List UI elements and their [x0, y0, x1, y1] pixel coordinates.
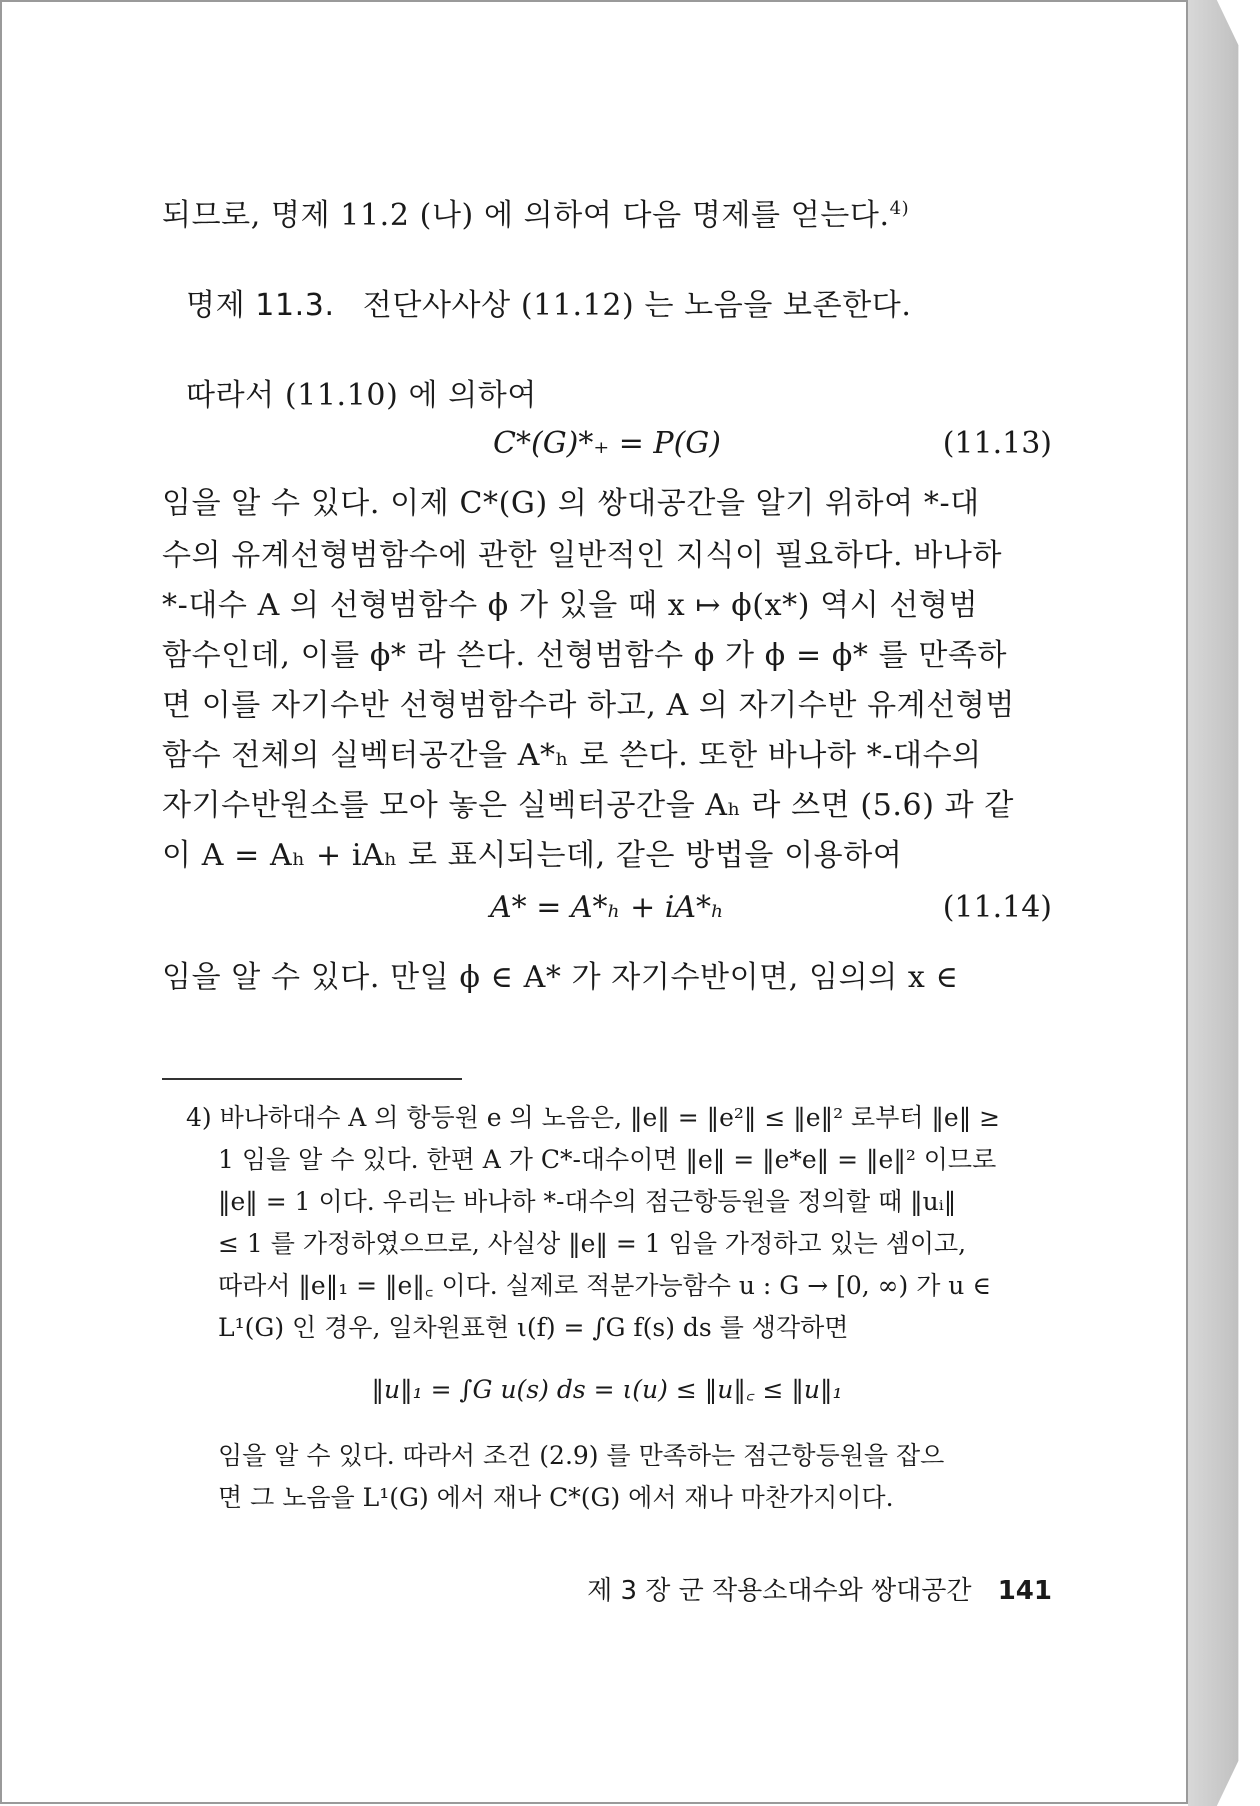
intro-text: 되므로, 명제 11.2 (나) 에 의하여 다음 명제를 얻는다.	[162, 198, 890, 233]
equation-number: (11.13)	[942, 426, 1052, 461]
after-equation-line: 임을 알 수 있다. 만일 ϕ ∈ A* 가 자기수반이면, 임의의 x ∈	[162, 960, 959, 995]
equation-expression: A* = A*ₕ + iA*ₕ	[490, 890, 724, 925]
paragraph-line: 자기수반원소를 모아 놓은 실벡터공간을 Aₕ 라 쓰면 (5.6) 과 같	[162, 788, 1014, 823]
footnote-rule	[162, 1078, 462, 1080]
footnote-line: L¹(G) 인 경우, 일차원표현 ι(f) = ∫G f(s) ds 를 생각하면	[218, 1313, 849, 1342]
page-footer	[162, 1570, 1052, 1607]
running-header-chapter: 제 3 장 군 작용소대수와 쌍대공간	[587, 1576, 972, 1606]
then-line: 따라서 (11.10) 에 의하여	[186, 378, 537, 413]
paragraph-line: 이 A = Aₕ + iAₕ 로 표시되는데, 같은 방법을 이용하여	[162, 838, 903, 873]
footnote-line: ‖e‖ = 1 이다. 우리는 바나하 *-대수의 점근항등원을 정의할 때 ‖uᵢ‖	[218, 1187, 957, 1216]
paragraph-line: 임을 알 수 있다. 이제 C*(G) 의 쌍대공간을 알기 위하여 *-대	[162, 486, 980, 521]
page-spine-shadow	[1188, 0, 1260, 1806]
footnote-line: 1 임을 알 수 있다. 한편 A 가 C*-대수이면 ‖e‖ = ‖e*e‖ = ‖e‖² 이므로	[218, 1145, 997, 1174]
equation-number: (11.14)	[942, 890, 1052, 925]
footnote-marker: 4)	[889, 198, 910, 219]
proposition-label: 명제 11.3.	[186, 288, 335, 323]
footnote-line: 4) 바나하대수 A 의 항등원 e 의 노음은, ‖e‖ = ‖e²‖ ≤ ‖e‖² 로부터 ‖e‖ ≥	[186, 1103, 1001, 1132]
footnote-line: 임을 알 수 있다. 따라서 조건 (2.9) 를 만족하는 점근항등원을 잡으	[218, 1441, 945, 1470]
proposition-text: 전단사사상 (11.12) 는 노음을 보존한다.	[362, 288, 912, 323]
page-number: 141	[997, 1576, 1052, 1606]
paragraph-line: 수의 유계선형범함수에 관한 일반적인 지식이 필요하다. 바나하	[162, 538, 1003, 573]
footnote-line: ≤ 1 를 가정하였으므로, 사실상 ‖e‖ = 1 임을 가정하고 있는 셈이고,	[218, 1229, 967, 1258]
footnote-line: 면 그 노음을 L¹(G) 에서 재나 C*(G) 에서 재나 마찬가지이다.	[218, 1483, 894, 1512]
intro-line	[162, 190, 909, 234]
paragraph-line: *-대수 A 의 선형범함수 ϕ 가 있을 때 x ↦ ϕ(x*) 역시 선형범	[162, 588, 979, 623]
footnote-line: 따라서 ‖e‖₁ = ‖e‖꜀ 이다. 실제로 적분가능함수 u : G → [0, ∞) 가 u ∈	[218, 1271, 991, 1300]
footnote-equation: ‖u‖₁ = ∫G u(s) ds = ι(u) ≤ ‖u‖꜀ ≤ ‖u‖₁	[371, 1375, 843, 1404]
proposition	[186, 280, 912, 324]
paragraph-line: 면 이를 자기수반 선형범함수라 하고, A 의 자기수반 유계선형범	[162, 688, 1015, 723]
paragraph-line: 함수인데, 이를 ϕ* 라 쓴다. 선형범함수 ϕ 가 ϕ = ϕ* 를 만족하	[162, 638, 1008, 673]
paragraph-line: 함수 전체의 실벡터공간을 A*ₕ 로 쓴다. 또한 바나하 *-대수의	[162, 738, 982, 773]
equation-expression: C*(G)*₊ = P(G)	[493, 426, 721, 461]
